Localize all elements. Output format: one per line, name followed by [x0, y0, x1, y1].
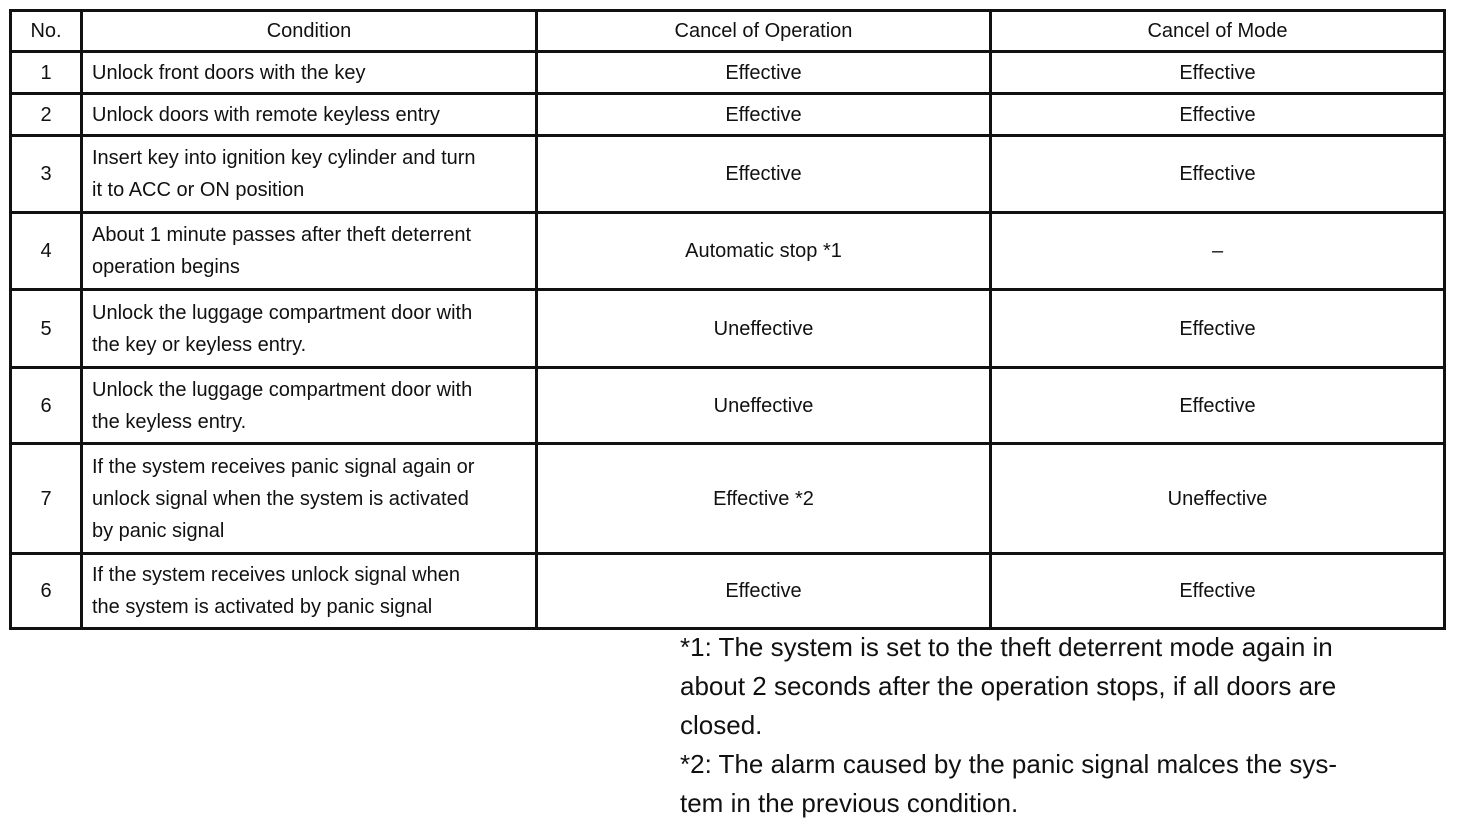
condition-line: operation begins	[92, 256, 240, 278]
footnote-line: *1: The system is set to the theft deterrent mode again in	[680, 632, 1333, 662]
row-cancel-of-mode: Effective	[991, 554, 1445, 629]
row-number: 3	[11, 136, 82, 213]
header-no: No.	[11, 11, 82, 52]
table-row	[11, 136, 1445, 213]
row-condition	[82, 52, 537, 94]
row-condition	[82, 554, 537, 629]
condition-line: by panic signal	[92, 519, 225, 542]
row-condition	[82, 444, 537, 554]
table-header-row	[11, 11, 1445, 52]
table-row	[11, 444, 1445, 554]
footnote-1	[680, 628, 1450, 745]
row-condition	[82, 368, 537, 444]
table-row	[11, 52, 1445, 94]
row-condition	[82, 290, 537, 368]
footnote-line: *2: The alarm caused by the panic signal malces the sys-	[680, 749, 1338, 779]
row-condition	[82, 213, 537, 290]
condition-line: If the system receives unlock signal when	[92, 564, 460, 586]
condition-table	[9, 9, 1446, 630]
row-number: 6	[11, 368, 82, 444]
condition-line: Unlock front doors with the key	[92, 61, 366, 84]
row-cancel-of-mode: –	[991, 213, 1445, 290]
header-condition: Condition	[82, 11, 537, 52]
footnotes	[680, 628, 1450, 823]
condition-line: the system is activated by panic signal	[92, 596, 433, 618]
row-number: 5	[11, 290, 82, 368]
row-number: 1	[11, 52, 82, 94]
row-number: 4	[11, 213, 82, 290]
row-number: 6	[11, 554, 82, 629]
row-cancel-of-operation: Effective	[537, 136, 991, 213]
condition-line: Unlock doors with remote keyless entry	[92, 103, 440, 126]
row-cancel-of-operation: Uneffective	[537, 290, 991, 368]
footnote-line: tem in the previous condition.	[680, 788, 1019, 818]
row-cancel-of-mode: Effective	[991, 52, 1445, 94]
condition-line: the key or keyless entry.	[92, 333, 307, 356]
footnote-line: closed.	[680, 710, 763, 740]
header-cancel-of-operation: Cancel of Operation	[537, 11, 991, 52]
row-condition	[82, 94, 537, 136]
footnote-line: about 2 seconds after the operation stops, if all doors are	[680, 671, 1337, 701]
row-number: 7	[11, 444, 82, 554]
condition-line: If the system receives panic signal again or	[92, 455, 475, 478]
table-row	[11, 290, 1445, 368]
row-cancel-of-mode: Effective	[991, 290, 1445, 368]
row-cancel-of-operation: Effective	[537, 554, 991, 629]
row-cancel-of-mode: Effective	[991, 136, 1445, 213]
condition-line: Unlock the luggage compartment door with	[92, 301, 473, 324]
row-cancel-of-operation: Automatic stop *1	[537, 213, 991, 290]
row-cancel-of-operation: Effective *2	[537, 444, 991, 554]
condition-line: unlock signal when the system is activated	[92, 487, 469, 510]
row-cancel-of-mode: Effective	[991, 94, 1445, 136]
condition-line: About 1 minute passes after theft deterrent	[92, 224, 472, 246]
row-cancel-of-operation: Uneffective	[537, 368, 991, 444]
row-cancel-of-mode: Effective	[991, 368, 1445, 444]
condition-line: the keyless entry.	[92, 410, 247, 433]
row-condition	[82, 136, 537, 213]
row-cancel-of-mode: Uneffective	[991, 444, 1445, 554]
row-cancel-of-operation: Effective	[537, 94, 991, 136]
table-row	[11, 554, 1445, 629]
table-row	[11, 94, 1445, 136]
condition-line: Unlock the luggage compartment door with	[92, 378, 473, 401]
row-number: 2	[11, 94, 82, 136]
condition-line: Insert key into ignition key cylinder and turn	[92, 147, 476, 169]
condition-line: it to ACC or ON position	[92, 179, 305, 201]
header-cancel-of-mode: Cancel of Mode	[991, 11, 1445, 52]
row-cancel-of-operation: Effective	[537, 52, 991, 94]
table-row	[11, 368, 1445, 444]
footnote-2	[680, 745, 1450, 823]
table-row	[11, 213, 1445, 290]
